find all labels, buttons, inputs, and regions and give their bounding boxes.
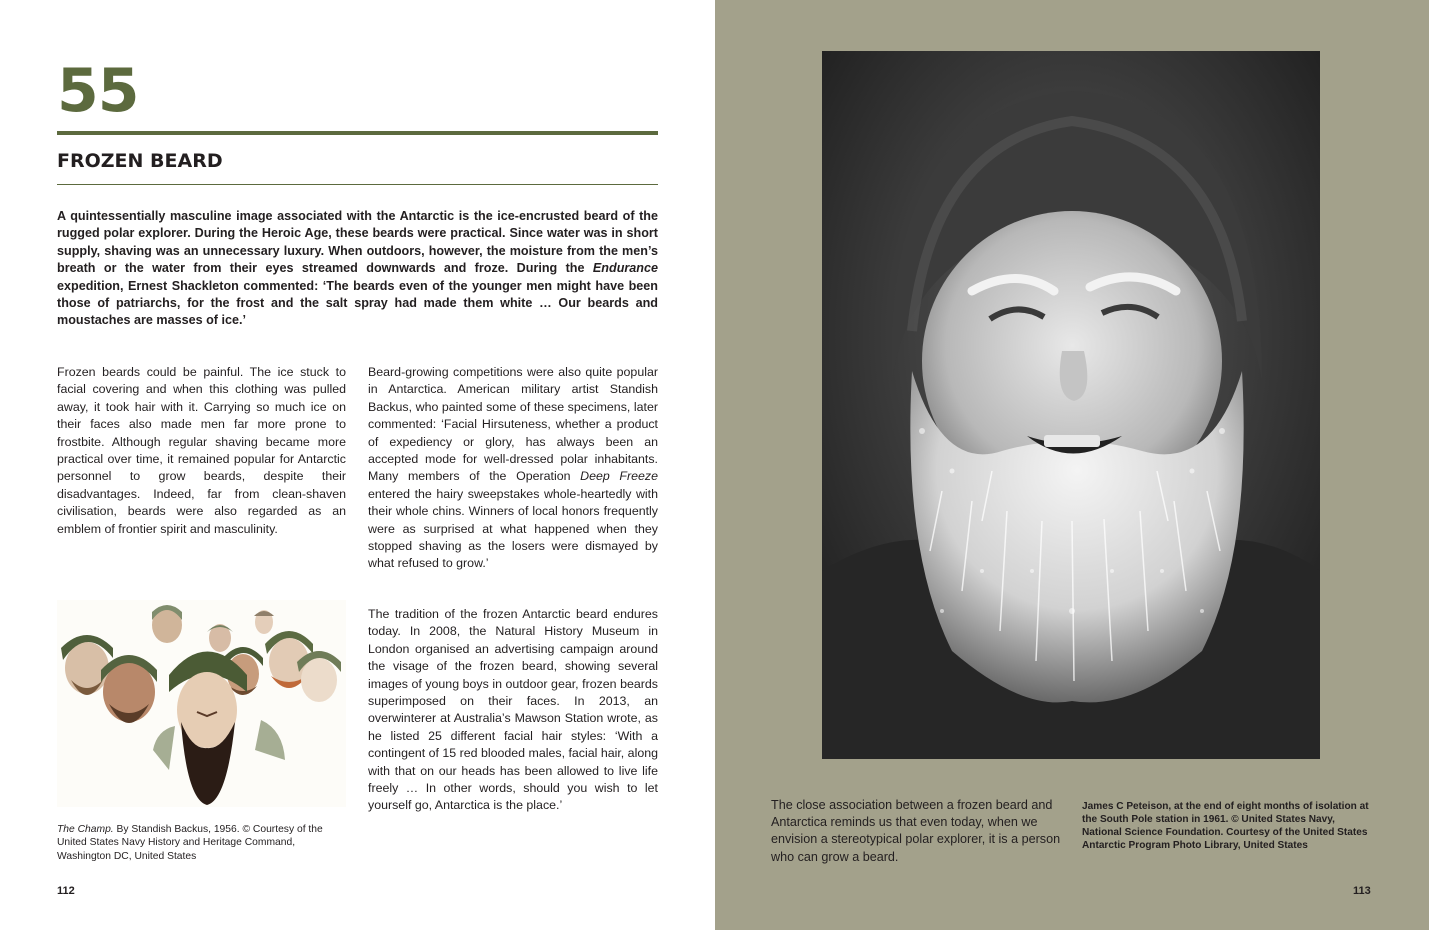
intro-text: A quintessentially masculine image associated with the Antarctic is the ice-encrusted beard of the rugged polar explorer. During the Heroic Age, these beards were practical. Since water was in short supply, shaving was an unnecessary luxury. When outdoors, however, the moisture from the men’s breath or the water from their eyes streamed downwards and froze. During the <box>57 209 658 276</box>
col2-text-cont: entered the hairy sweepstakes whole-heartedly with their whole chins. Winners of local honors frequently were as surprised at what happened when they stopped shaving as the losers were dismayed by what refused to grow.’ <box>368 486 658 571</box>
intro-italic-endurance: Endurance <box>592 261 658 276</box>
entry-title: FROZEN BEARD <box>57 150 223 172</box>
intro-paragraph <box>57 208 658 330</box>
caption-text: By Standish Backus, 1956. © Courtesy of the United States Navy History and Heritage Command, Washington DC, United States <box>57 824 323 862</box>
illustration-caption <box>57 823 346 863</box>
the-champ-illustration <box>57 600 346 807</box>
frozen-beard-photo <box>822 51 1320 759</box>
right-body-text: The close association between a frozen beard and Antarctica reminds us that even today, when we envision a stereotypical polar explorer, it is a person who can grow a beard. <box>771 798 1061 864</box>
photo-caption: James C Peteison, at the end of eight months of isolation at the South Pole station in 1961. © United States Navy, National Science Foundation. Courtesy of the United States Antarctic Program Photo Library, United States <box>1082 801 1369 852</box>
col2-text: Beard-growing competitions were also quite popular in Antarctica. American military artist Standish Backus, who painted some of these specimens, later commented: ‘Facial Hirsuteness, whether a product of expediency or glory, has always been an accepted mode for well-dressed polar inhabitants. Many members of the Operation <box>368 365 658 484</box>
bearded-faces-painting <box>57 600 346 807</box>
col2-italic-deep-freeze: Deep Freeze <box>580 469 658 484</box>
column2-paragraph-2: The tradition of the frozen Antarctic beard endures today. In 2008, the Natural History Museum in London organised an advertising campaign around the visage of the frozen beard, showing several images of young boys in outdoor gear, frozen beards superimposed on their faces. In 2013, an overwinterer at Australia’s Mawson Station wrote, as he listed 25 different facial hair styles: ‘With a contingent of 15 red blooded males, facial hair, along with that on our heads has been allowed to live life freely … In other words, should you wish to let yourself go, Antarctica is the place.’ <box>368 607 658 813</box>
man-with-frozen-beard-portrait <box>822 51 1320 759</box>
intro-text-cont: expedition, Ernest Shackleton commented: ‘The beards even of the younger men might have been those of patriarchs, for the frost and the salt spray had made them white … Our beards and moustaches are masses of ice.’ <box>57 278 658 328</box>
title-rule-thin <box>57 184 658 185</box>
title-rule-thick <box>57 131 658 135</box>
page-number-left: 112 <box>57 885 75 897</box>
caption-italic-title: The Champ. <box>57 824 114 835</box>
page-number-right: 113 <box>1353 885 1371 897</box>
entry-number: 55 <box>57 56 139 126</box>
column2-paragraph-1 <box>368 364 658 573</box>
column1-paragraph: Frozen beards could be painful. The ice stuck to facial covering and when this clothing was pulled away, it took hair with it. Carrying so much ice on their faces also made men far more prone to frostbite. Although regular shaving became more practical over time, it remained popular for Antarctic personnel to grow beards, despite their disadvantages. Indeed, far from clean-shaven civilisation, beards were also regarded as an emblem of frontier spirit and masculinity. <box>57 365 346 536</box>
